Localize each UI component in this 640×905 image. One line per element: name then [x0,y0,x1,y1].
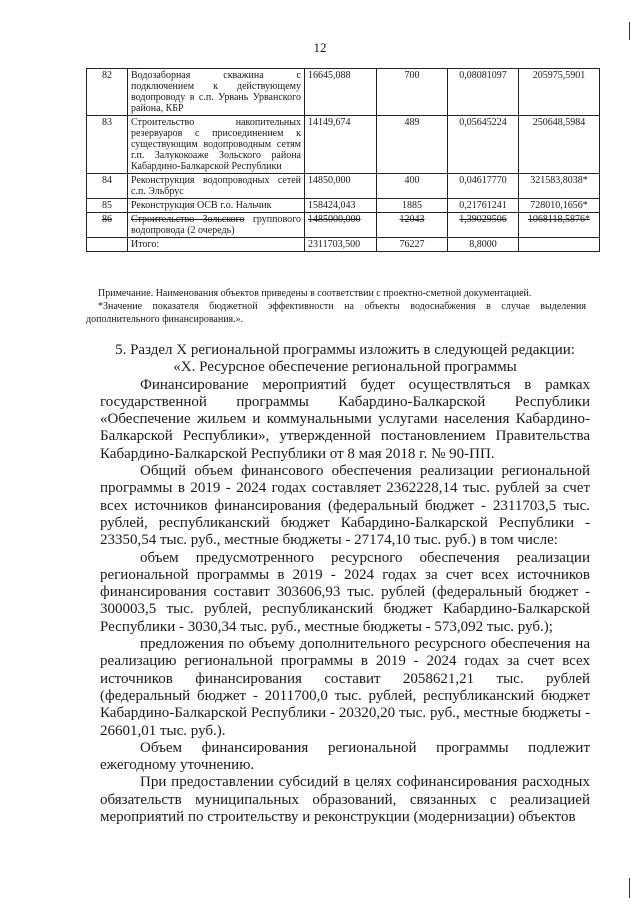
cell-cost: 16645,088 [305,69,377,116]
cell-efficiency: 1068118,5876* [519,213,600,238]
cell-number [87,238,128,252]
table-row [87,116,600,174]
table-row [87,69,600,116]
cell-efficiency: 205975,5901 [519,69,600,116]
table-notes [86,287,586,326]
cell-name: Итого: [128,238,305,252]
cell-number: 86 [87,213,128,238]
cell-number: 85 [87,199,128,213]
paragraph-financing: Финансирование мероприятий будет осуществляться в рамках государственной программы Кабардино-Балкарской Республики «Обеспечение жильем и коммунальными услугами населения Кабардино-Балкарской Республики», утвержденной постановлением Правительства Кабардино-Балкарской Республики от 8 мая 2018 г. № 90-ПП. [100,376,590,462]
cell-share: 0,21761241 [448,199,519,213]
cell-efficiency [519,238,600,252]
note-objects-names: Примечание. Наименования объектов приведены в соответствии с проектно-сметной документацией. [98,288,532,299]
paragraph-additional-volume: предложения по объему дополнительного ресурсного обеспечения на реализацию региональной программы в 2019 - 2024 годах за счет всех источников финансирования составит 2058621,21 тыс. рублей (федеральный бюджет - 2011700,0 тыс. рублей, республиканский бюджет Кабардино-Балкарской Республики - 20320,20 тыс. руб., местные бюджеты - 26601,01 тыс. руб.). [100,636,590,739]
cell-share: 8,8000 [448,238,519,252]
table-row [87,174,600,199]
cell-population: 1885 [377,199,448,213]
cell-cost: 2311703,500 [305,238,377,252]
document-body [100,342,590,826]
table-row [87,199,600,213]
cell-name: Водозаборная скважина с подключением к действующему водопроводу в с.п. Урвань Урванского района, КБР [128,69,305,116]
scan-edge-top [629,22,630,40]
paragraph-subsidies: При предоставлении субсидий в целях софинансирования расходных обязательств муниципальных образований, связанных с реализацией мероприятий по строительству и реконструкции (модернизации) объектов [100,774,590,826]
cell-efficiency: 321583,8038* [519,174,600,199]
cell-share: 0,05645224 [448,116,519,174]
cell-cost: 14149,674 [305,116,377,174]
cell-population: 489 [377,116,448,174]
paragraph-annual-update: Объем финансирования региональной программы подлежит ежегодному уточнению. [100,739,590,774]
paragraph-total-volume: Общий объем финансового обеспечения реализации региональной программы в 2019 - 2024 годах составляет 2362228,14 тыс. рублей за счет всех источников финансирования (федеральный бюджет - 2311703,5 тыс. рублей, республиканский бюджет Кабардино-Балкарской Республики - 23350,54 тыс. руб., местные бюджеты - 27174,10 тыс. руб.) в том числе: [100,463,590,549]
cell-name: Строительство Зольского группового водопровода (2 очередь) [128,213,305,238]
cell-population: 12043 [377,213,448,238]
cell-name: Реконструкция водопроводных сетей с.п. Эльбрус [128,174,305,199]
cell-efficiency: 728010,1656* [519,199,600,213]
table-row [87,238,600,252]
cell-share: 0,04617770 [448,174,519,199]
cell-population: 700 [377,69,448,116]
cell-population: 76227 [377,238,448,252]
paragraph-planned-volume: объем предусмотренного ресурсного обеспечения реализации региональной программы в 2019 - 2024 годах за счет всех источников финансирования составит 303606,93 тыс. рублей (федеральный бюджет - 300003,5 тыс. рублей, республиканский бюджет Кабардино-Балкарской Республики - 3030,34 тыс. руб., местные бюджеты - 573,092 тыс. руб.); [100,549,590,635]
page-number: 12 [313,40,327,55]
cell-name: Строительство накопительных резервуаров с присоединением к существующим водопроводным сетям г.п. Залукокоаже Зольского района Кабардино-Балкарской Республики [128,116,305,174]
cell-cost: 158424,043 [305,199,377,213]
cell-name: Реконструкция ОСВ г.о. Нальчик [128,199,305,213]
section-amendment: 5. Раздел X региональной программы изложить в следующей редакции: [115,342,575,358]
cell-share: 0,08081097 [448,69,519,116]
cell-share: 1,39029506 [448,213,519,238]
objects-table [86,68,600,252]
scan-edge-bottom [629,878,630,898]
cell-efficiency: 250648,5984 [519,116,600,174]
cell-number: 84 [87,174,128,199]
section-heading: «X. Ресурсное обеспечение региональной программы [173,359,517,376]
cell-number: 82 [87,69,128,116]
table-row [87,213,600,238]
cell-cost: 1485000,000 [305,213,377,238]
note-asterisk: *Значение показателя бюджетной эффективности на объекты водоснабжения в случае выделения дополнительного финансирования.». [86,301,586,325]
cell-population: 400 [377,174,448,199]
cell-cost: 14850,000 [305,174,377,199]
cell-number: 83 [87,116,128,174]
